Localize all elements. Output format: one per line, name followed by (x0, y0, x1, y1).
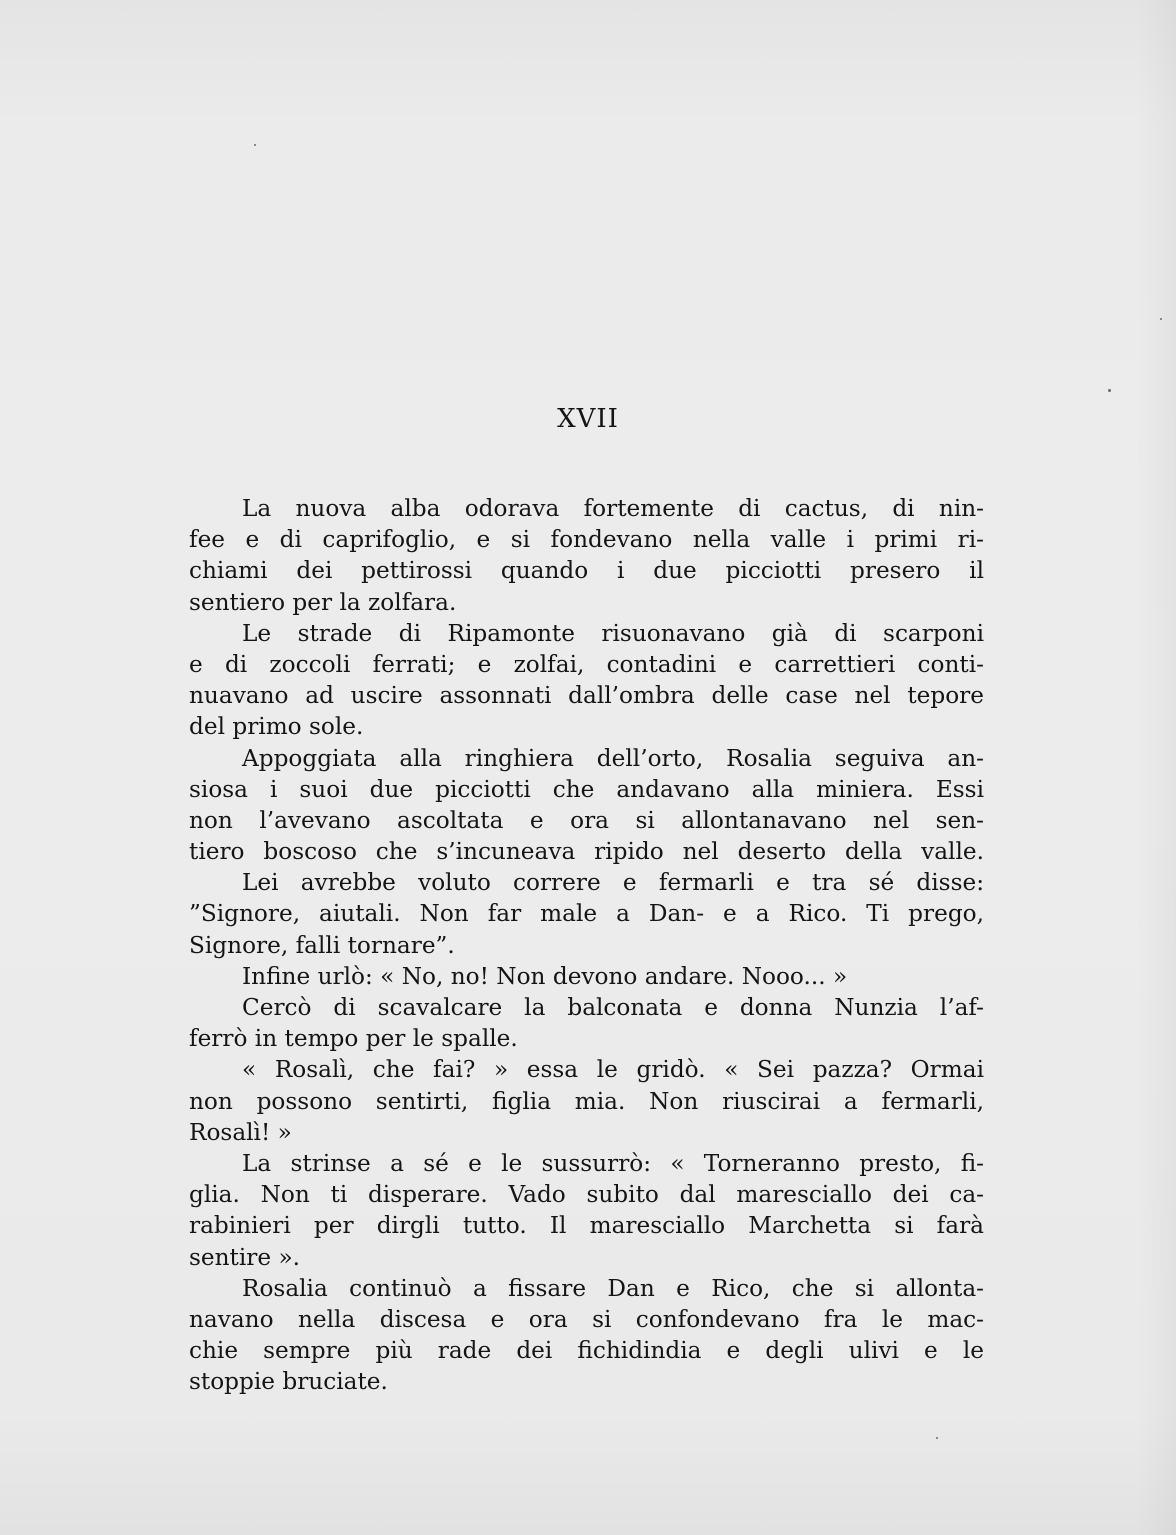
text-line: non l’avevano ascoltata e ora si allontanavano nel sen- (189, 806, 984, 834)
chapter-text (189, 493, 984, 1397)
text-line: « Rosalì, che fai? » essa le gridò. « Sei pazza? Ormai (242, 1056, 984, 1084)
text-line: chie sempre più rade dei fichidindia e degli ulivi e le (189, 1337, 984, 1365)
text-line: nuavano ad uscire assonnati dall’ombra delle case nel tepore (189, 682, 984, 710)
text-line: fee e di caprifoglio, e si fondevano nella valle i primi ri- (189, 526, 984, 554)
text-line: ferrò in tempo per le spalle. (189, 1025, 518, 1053)
text-line: Cercò di scavalcare la balconata e donna Nunzia l’af- (242, 994, 984, 1021)
text-line: Lei avrebbe voluto correre e fermarli e tra sé disse: (242, 869, 984, 897)
scan-speck (1160, 318, 1162, 320)
scan-speck (936, 1437, 938, 1439)
text-line: siosa i suoi due picciotti che andavano alla miniera. Essi (189, 775, 984, 803)
text-line: sentiero per la zolfara. (189, 588, 457, 616)
text-line: La strinse a sé e le sussurrò: « Torneranno presto, fi- (242, 1149, 984, 1177)
text-line: e di zoccoli ferrati; e zolfai, contadini e carrettieri conti- (189, 650, 984, 678)
text-line: Rosalì! » (189, 1118, 292, 1146)
text-line: rabinieri per dirgli tutto. Il maresciallo Marchetta si farà (189, 1212, 984, 1240)
chapter-heading: XVII (557, 404, 619, 434)
page-shadow (1136, 0, 1176, 1535)
text-line: Infine urlò: « No, no! Non devono andare. Nooo... » (242, 962, 848, 990)
text-line: non possono sentirti, figlia mia. Non riuscirai a fermarli, (189, 1087, 984, 1115)
text-line: Le strade di Ripamonte risuonavano già di scarponi (242, 619, 984, 647)
text-line: Rosalia continuò a fissare Dan e Rico, che si allonta- (242, 1274, 984, 1302)
text-line: navano nella discesa e ora si confondevano fra le mac- (189, 1305, 984, 1333)
text-line: Appoggiata alla ringhiera dell’orto, Rosalia seguiva an- (242, 744, 984, 772)
scan-speck (1108, 389, 1111, 392)
text-line: sentire ». (189, 1243, 301, 1271)
text-line: glia. Non ti disperare. Vado subito dal maresciallo dei ca- (189, 1181, 984, 1209)
text-line: ”Signore, aiutali. Non far male a Dan- e a Rico. Ti prego, (189, 900, 984, 928)
text-line: La nuova alba odorava fortemente di cactus, di nin- (242, 495, 984, 522)
scan-speck (254, 144, 256, 146)
text-line: chiami dei pettirossi quando i due picciotti presero il (189, 557, 984, 585)
text-line: stoppie bruciate. (189, 1368, 388, 1396)
text-line: del primo sole. (189, 713, 364, 741)
text-line: Signore, falli tornare”. (189, 931, 455, 959)
text-line: tiero boscoso che s’incuneava ripido nel deserto della valle. (189, 838, 984, 866)
